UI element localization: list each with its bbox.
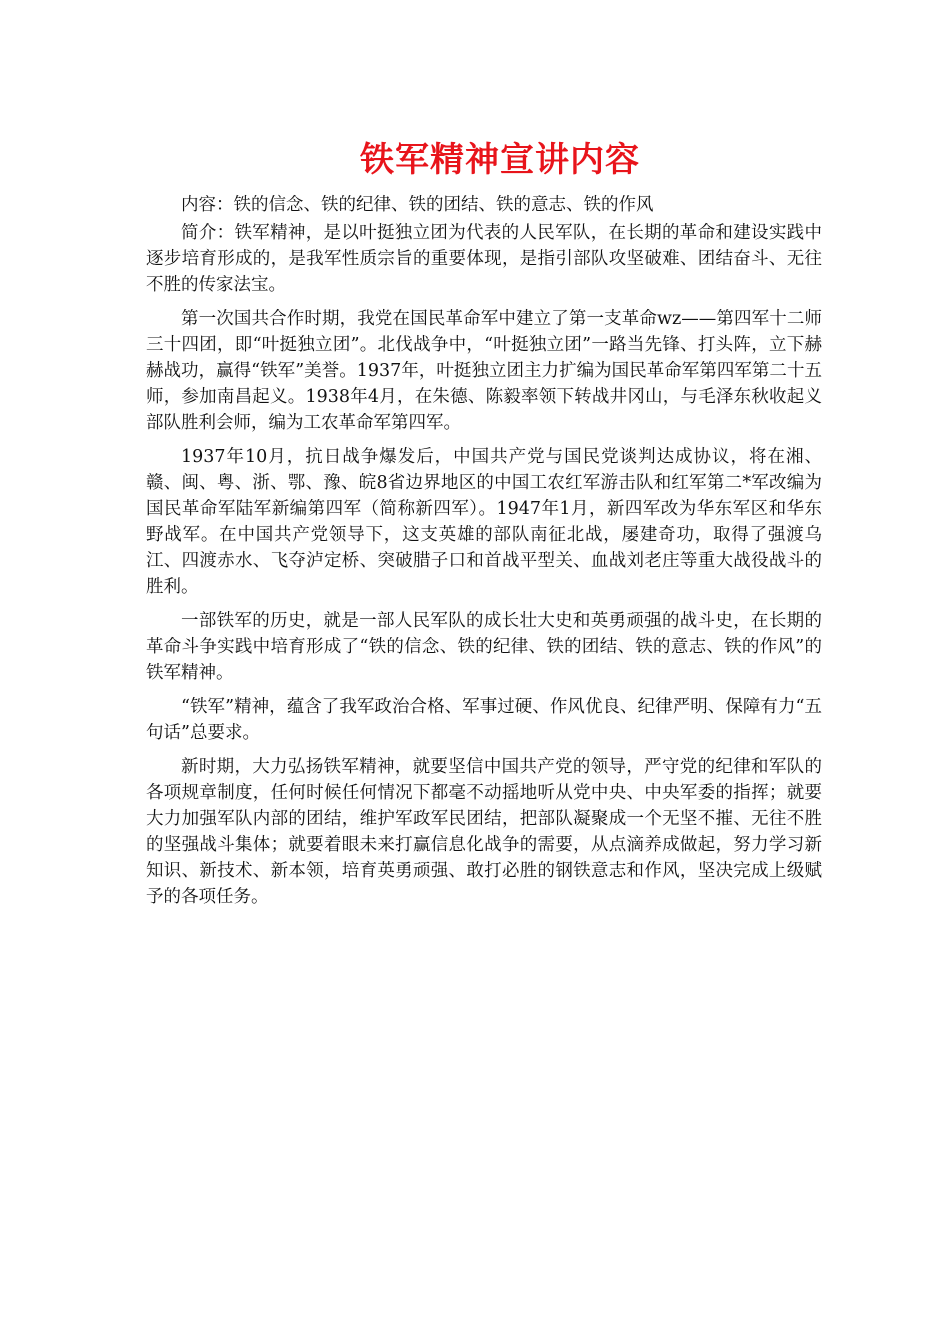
history-paragraph-1: 第一次国共合作时期，我党在国民革命军中建立了第一支革命wz——第四军十二师三十四团，即“叶挺独立团”。北伐战争中，“叶挺独立团”一路当先锋、打头阵，立下赫赫战功，赢得“铁军”美誉。1937年，叶挺独立团主力扩编为国民革命军第四军第二十五师，参加南昌起义。1938年4月，在朱德、陈毅率领下转战井冈山，与毛泽东秋收起义部队胜利会师，编为工农革命军第四军。 xyxy=(146,309,822,433)
document-body xyxy=(146,192,822,918)
requirements-paragraph: “铁军”精神，蕴含了我军政治合格、军事过硬、作风优良、纪律严明、保障有力“五句话”总要求。 xyxy=(146,697,822,743)
spirit-paragraph: 一部铁军的历史，就是一部人民军队的成长壮大史和英勇顽强的战斗史，在长期的革命斗争实践中培育形成了“铁的信念、铁的纪律、铁的团结、铁的意志、铁的作风”的铁军精神。 xyxy=(146,611,822,683)
history-paragraph-2: 1937年10月，抗日战争爆发后，中国共产党与国民党谈判达成协议，将在湘、赣、闽、粤、浙、鄂、豫、皖8省边界地区的中国工农红军游击队和红军第二*军改编为国民革命军陆军新编第四军（简称新四军）。1947年1月，新四军改为华东军区和华东野战军。在中国共产党领导下，这支英雄的部队南征北战，屡建奇功，取得了强渡乌江、四渡赤水、飞夺泸定桥、突破腊子口和首战平型关、血战刘老庄等重大战役战斗的胜利。 xyxy=(146,447,822,597)
contents-line: 内容：铁的信念、铁的纪律、铁的团结、铁的意志、铁的作风 xyxy=(181,195,654,215)
new-era-paragraph: 新时期，大力弘扬铁军精神，就要坚信中国共产党的领导，严守党的纪律和军队的各项规章制度，任何时候任何情况下都毫不动摇地听从党中央、中央军委的指挥；就要大力加强军队内部的团结，维护军政军民团结，把部队凝聚成一个无坚不摧、无往不胜的坚强战斗集体；就要着眼未来打赢信息化战争的需要，从点滴养成做起，努力学习新知识、新技术、新本领，培育英勇顽强、敢打必胜的钢铁意志和作风，坚决完成上级赋予的各项任务。 xyxy=(146,757,822,907)
intro-paragraph: 简介：铁军精神，是以叶挺独立团为代表的人民军队，在长期的革命和建设实践中逐步培育形成的，是我军性质宗旨的重要体现，是指引部队攻坚破难、团结奋斗、无往不胜的传家法宝。 xyxy=(146,223,822,295)
document-title: 铁军精神宣讲内容 xyxy=(360,140,640,180)
